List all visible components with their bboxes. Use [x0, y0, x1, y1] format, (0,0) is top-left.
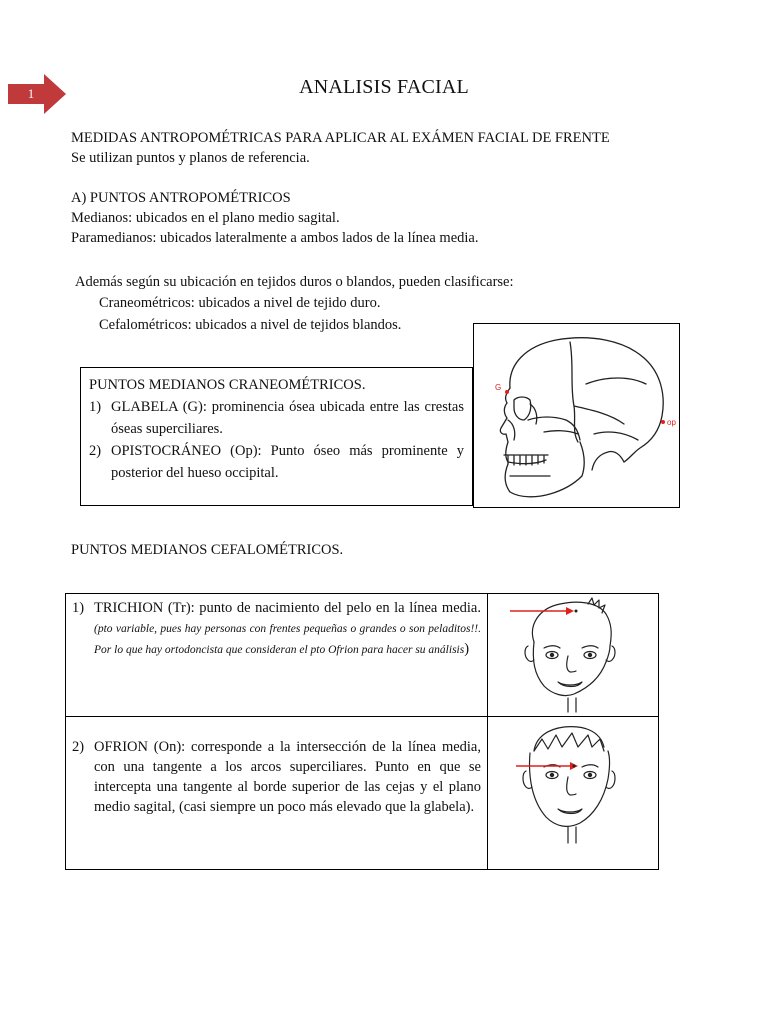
- table-row: [66, 594, 659, 717]
- craneometricos-definition: Craneométricos: ubicados a nivel de tejido duro.: [99, 295, 381, 311]
- opistocraneo-definition: OPISTOCRÁNEO (Op): Punto óseo más prominente y posterior del hueso occipital.: [111, 443, 464, 481]
- cefalometricos-definition: Cefalométricos: ubicados a nivel de tejidos blandos.: [99, 317, 402, 333]
- list-item: [72, 737, 481, 817]
- skull-lateral-icon: [474, 324, 679, 507]
- opistocraneo-label: op: [667, 418, 676, 427]
- list-item: [89, 396, 464, 440]
- intro-line: Se utilizan puntos y planos de referencia.: [71, 150, 310, 166]
- trichion-lead: TRICHION (Tr): punto de nacimiento del pelo en la línea media.: [94, 600, 481, 616]
- skull-figure: [473, 323, 680, 508]
- classification-intro: Además según su ubicación en tejidos duros o blandos, pueden clasificarse:: [75, 274, 514, 290]
- intro-heading: MEDIDAS ANTROPOMÉTRICAS PARA APLICAR AL EXÁMEN FACIAL DE FRENTE: [71, 130, 610, 146]
- child-face-ofrion-icon: [488, 717, 658, 851]
- list-item-number: 1): [72, 600, 85, 616]
- paramedianos-definition: Paramedianos: ubicados lateralmente a ambos lados de la línea media.: [71, 230, 479, 246]
- ofrion-figure: [488, 717, 659, 870]
- trichion-figure: [488, 594, 659, 717]
- glabela-label: G: [495, 383, 502, 392]
- trichion-cell: [66, 594, 488, 717]
- list-item: [89, 440, 464, 484]
- medianos-definition: Medianos: ubicados en el plano medio sagital.: [71, 210, 340, 226]
- cefalometric-heading: PUNTOS MEDIANOS CEFALOMÉTRICOS.: [71, 542, 344, 558]
- list-item-number: 2): [89, 443, 102, 459]
- section-a-heading: A) PUNTOS ANTROPOMÉTRICOS: [71, 190, 291, 206]
- craneometric-box-title: PUNTOS MEDIANOS CRANEOMÉTRICOS.: [89, 377, 366, 393]
- trichion-close: ): [464, 641, 470, 657]
- list-item: [72, 598, 481, 660]
- craneometric-points-box: [80, 367, 473, 506]
- page-number: 1: [27, 86, 35, 101]
- table-row: [66, 717, 659, 870]
- trichion-definition: [94, 598, 481, 660]
- trichion-note: (pto variable, pues hay personas con frentes pequeñas o grandes o son peladitos!!. Por lo que hay ortodoncista que consideran el pto Ofrion para hacer su análisis: [94, 623, 481, 656]
- list-item-number: 1): [89, 399, 102, 415]
- child-face-trichion-icon: [488, 594, 658, 714]
- page-title: ANALISIS FACIAL: [299, 76, 469, 98]
- glabela-definition: GLABELA (G): prominencia ósea ubicada entre las crestas óseas superciliares.: [111, 399, 464, 437]
- list-item-number: 2): [72, 739, 85, 755]
- ofrion-definition: OFRION (On): corresponde a la intersección de la línea media, con una tangente a los arcos superciliares. Punto en que se intercepta una tangente al borde superior de las cejas y el plano medio sagital, (casi siempre un poco más elevado que la glabela).: [94, 739, 481, 815]
- ofrion-cell: [66, 717, 488, 870]
- cefalometric-points-table: [65, 593, 659, 870]
